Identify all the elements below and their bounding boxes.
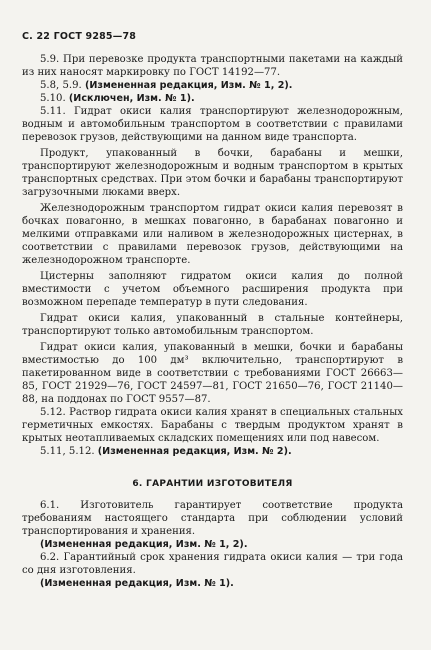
page-header: С. 22 ГОСТ 9285—78 (22, 31, 137, 42)
paragraph-packed-product: Продукт, упакованный в бочки, барабаны и мешки, транспортируют железнодорожным и водным транспортом в крытых транспортных средствах. При этом бочки и барабаны транспортируют загрузочными люками вверх. (22, 148, 403, 198)
paragraph-5-9: 5.9. При перевозке продукта транспортными пакетами на каждый из них наносят маркировку по ГОСТ 14192—77. (22, 54, 403, 78)
paragraph-5-8-5-9-amendment (22, 79, 403, 92)
clause-numbers: 5.11, 5.12. (40, 446, 98, 457)
paragraph-5-11: 5.11. Гидрат окиси калия транспортируют железнодорожным, водным и автомобильным транспортом в соответствии с правилами перевозок грузов, действующими на данном виде транспорта. (22, 106, 403, 143)
document-body (22, 53, 403, 590)
paragraph-railway-transport: Железнодорожным транспортом гидрат окиси калия перевозят в бочках повагонно, в мешках повагонно, в барабанах повагонно и мелкими отправками или наливом в железнодорожных цистернах, в соответствии с правилами перевозок грузов, действующими на железнодорожном транспорте. (22, 203, 403, 266)
excluded-note: (Исключен, Изм. № 1). (68, 93, 195, 104)
amendment-note: (Измененная редакция, Изм. № 1, 2). (84, 80, 293, 91)
amendment-note: (Измененная редакция, Изм. № 2). (97, 446, 292, 457)
amendment-note-6-1: (Измененная редакция, Изм. № 1, 2). (40, 539, 248, 550)
paragraph-6-2: 6.2. Гарантийный срок хранения гидрата окиси калия — три года со дня изготовления. (22, 552, 403, 576)
paragraph-tanks: Цистерны заполняют гидратом окиси калия до полной вместимости с учетом объемного расширения продукта при возможном перепаде температур в пути следования. (22, 271, 403, 308)
paragraph-6-1: 6.1. Изготовитель гарантирует соответствие продукта требованиям настоящего стандарта при соблюдении условий транспортирования и хранения. (22, 500, 403, 537)
paragraph-5-12: 5.12. Раствор гидрата окиси калия хранят в специальных стальных герметичных емкостях. Барабаны с твердым продуктом хранят в крытых неотапливаемых складских помещениях или под навесом. (22, 407, 403, 444)
paragraph-5-10 (22, 92, 403, 105)
paragraph-packaged-transport: Гидрат окиси калия, упакованный в мешки, бочки и барабаны вместимостью до 100 дм³ включительно, транспортируют в пакетированном виде в соответствии с требованиями ГОСТ 26663—85, ГОСТ 21929—76, ГОСТ 24597—81, ГОСТ 21650—76, ГОСТ 21140—88, на поддонах по ГОСТ 9557—87. (22, 342, 403, 405)
amendment-note-6-2: (Измененная редакция, Изм. № 1). (40, 578, 234, 589)
paragraph-steel-containers: Гидрат окиси калия, упакованный в стальные контейнеры, транспортируют только автомобильным транспортом. (22, 313, 403, 337)
section-title: 6. ГАРАНТИИ ИЗГОТОВИТЕЛЯ (132, 479, 293, 489)
clause-numbers: 5.8, 5.9. (40, 80, 85, 91)
clause-number: 5.10. (40, 93, 69, 104)
paragraph-5-11-5-12-amendment (22, 445, 403, 458)
